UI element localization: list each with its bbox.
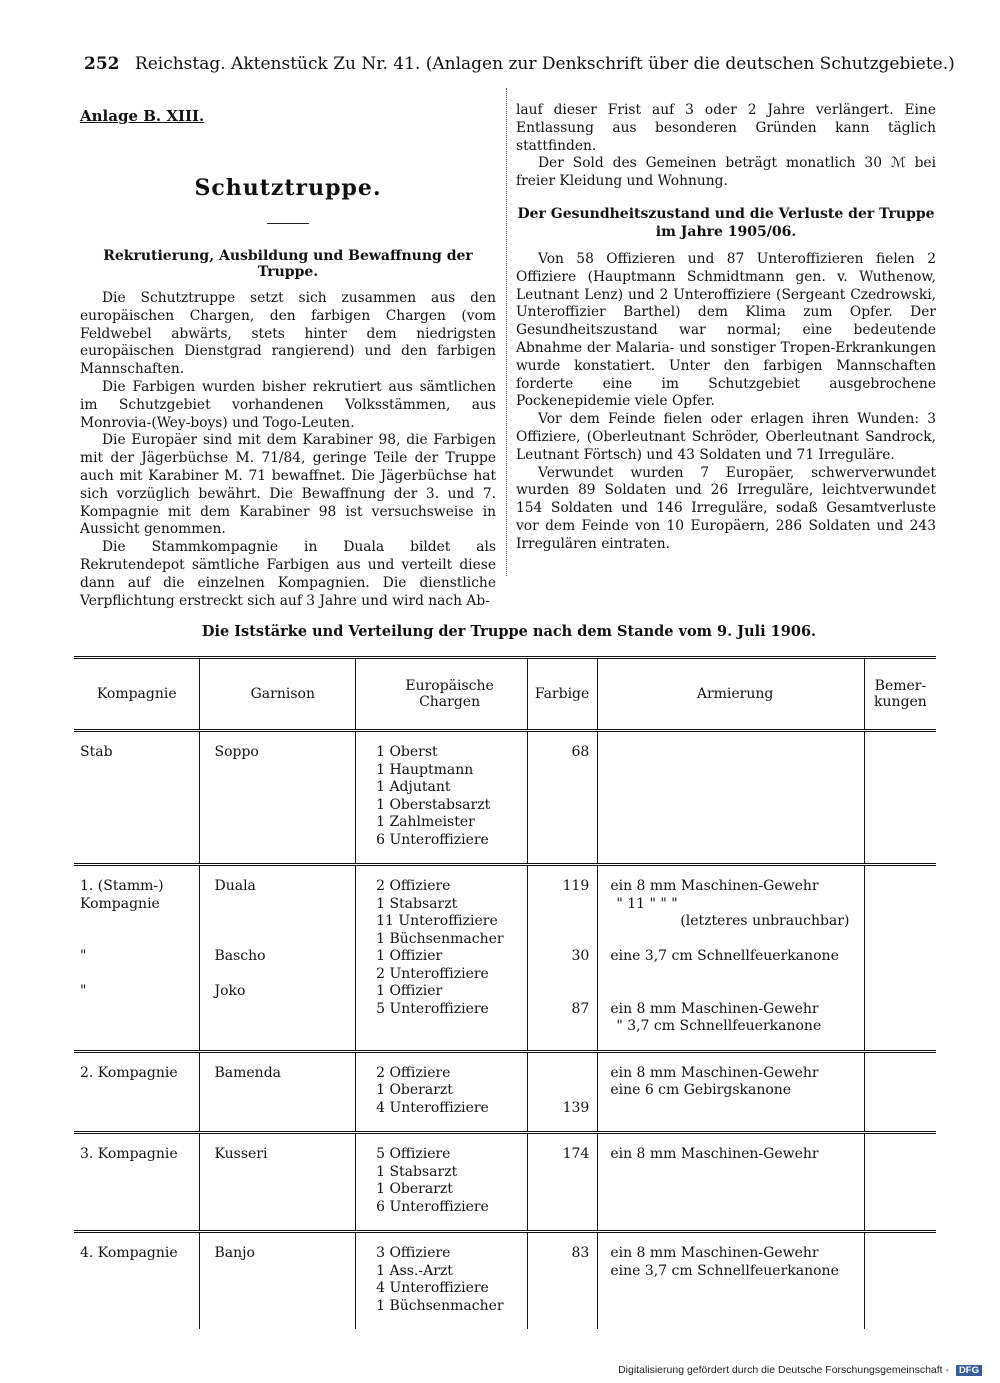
cell-line: " 11 " " " [616, 895, 678, 912]
cell-armierung [598, 865, 865, 1052]
cell-line: 30 [571, 948, 590, 964]
cell-line [534, 1065, 589, 1083]
cell-chargen [356, 731, 528, 865]
left-column [80, 103, 496, 610]
cell-line [80, 931, 193, 949]
cell-line [214, 931, 349, 949]
cell-line [534, 931, 589, 949]
cell-line: (letzteres unbrauchbar) [680, 913, 850, 929]
cell-bemerkungen [864, 1051, 936, 1133]
cell-line: ein 8 mm Maschinen-Gewehr [610, 1245, 819, 1261]
cell-line: Stab [80, 744, 113, 760]
cell-line [214, 913, 349, 931]
cell-line: 1 Oberst [376, 744, 438, 760]
cell-line: 4 Unteroffiziere [376, 1099, 489, 1116]
cell-line: eine 3,7 cm Schnellfeuerkanone [610, 1262, 839, 1279]
cell-line: 3 Offiziere [376, 1245, 451, 1261]
cell-line [534, 983, 589, 1001]
page-number: 252 [84, 54, 120, 74]
title-rule [267, 223, 309, 224]
header-armierung: Armierung [598, 658, 865, 731]
running-title: Reichstag. Aktenstück Zu Nr. 41. (Anlagen zur Denkschrift über die deutschen Schutzgebiete.) [134, 54, 955, 74]
cell-farbige [528, 731, 598, 865]
cell-line [534, 896, 589, 914]
cell-farbige [528, 1133, 598, 1232]
cell-line: Bamenda [214, 1064, 282, 1081]
cell-armierung [598, 731, 865, 865]
cell-line [610, 983, 858, 1001]
paragraph: Von 58 Offizieren und 87 Unteroffizieren fielen 2 Offiziere (Hauptmann Schmidtmann gen. v. Wuthenow, Leutnant Lenz) und 2 Unteroffiziere (Sergeant Czedrowski, Unteroffizier Barthel) dem Klima zum Opfer. Der Gesundheitszustand war normal; eine bedeutende Abnahme der Malaria- und sonstiger Tropen-Erkrankungen wurde konstatiert. Unter den farbigen Mannschaften forderte eine im Schutzgebiet ausgebrochene Pockenepidemie viele Opfer. [516, 250, 936, 410]
section-title: Schutztruppe. [194, 175, 382, 201]
cell-line: " [80, 983, 87, 999]
footer [618, 1364, 982, 1376]
cell-bemerkungen [864, 1133, 936, 1232]
paragraph: lauf dieser Frist auf 3 oder 2 Jahre verlängert. Eine Entlassung aus besonderen Gründen kann täglich stattfinden. [516, 102, 936, 154]
cell-line [214, 966, 349, 984]
cell-line [534, 966, 589, 984]
cell-line: 11 Unteroffiziere [376, 913, 498, 929]
cell-farbige [528, 1051, 598, 1133]
cell-bemerkungen [864, 731, 936, 865]
cell-line: 1 Büchsenmacher [376, 1297, 504, 1314]
cell-line: 87 [571, 1000, 590, 1017]
cell-line: 1 Adjutant [376, 779, 451, 795]
cell-line: 1 Oberstabsarzt [376, 796, 491, 813]
cell-line: 1 Stabsarzt [376, 895, 458, 912]
footer-text: Digitalisierung gefördert durch die Deutsche Forschungsgemeinschaft - [618, 1364, 950, 1376]
cell-armierung [598, 1232, 865, 1330]
header-garnison: Garnison [200, 658, 356, 731]
cell-garnison [200, 1232, 356, 1330]
table-row [74, 1051, 936, 1133]
running-header [84, 54, 955, 74]
cell-line: eine 3,7 cm Schnellfeuerkanone [610, 948, 839, 964]
cell-line: 1. (Stamm-) [80, 878, 164, 894]
table-header-row [74, 658, 936, 731]
cell-line: 2 Offiziere [376, 1064, 451, 1081]
troop-table [74, 656, 936, 1329]
paragraph: Die Stammkompagnie in Duala bildet als Rekrutendepot sämtliche Farbigen aus und verteilt diese dann auf die einzelnen Kompagnien. Die dienstliche Verpflichtung erstreckt sich auf 3 Jahre und wird nach Ab- [80, 539, 496, 609]
cell-line: ein 8 mm Maschinen-Gewehr [610, 1146, 819, 1162]
cell-line: 5 Offiziere [376, 1146, 451, 1162]
table-row [74, 865, 936, 1052]
cell-line: 6 Unteroffiziere [376, 831, 489, 848]
table-row [74, 731, 936, 865]
annex-label: Anlage B. XIII. [80, 107, 205, 125]
cell-line: 6 Unteroffiziere [376, 1198, 489, 1215]
header-kompagnie: Kompagnie [74, 658, 200, 731]
cell-kompagnie [74, 1232, 200, 1330]
table-row [74, 1232, 936, 1330]
cell-line: 83 [571, 1245, 590, 1261]
cell-line: " 3,7 cm Schnellfeuerkanone [616, 1018, 822, 1034]
cell-line [80, 1001, 193, 1019]
cell-garnison [200, 1133, 356, 1232]
cell-kompagnie [74, 1051, 200, 1133]
cell-line: 119 [562, 878, 590, 894]
table-row [74, 1133, 936, 1232]
cell-line: 1 Offizier [376, 983, 443, 999]
cell-chargen [356, 1133, 528, 1232]
cell-kompagnie [74, 865, 200, 1052]
paragraph: Die Europäer sind mit dem Karabiner 98, die Farbigen mit der Jägerbüchse M. 71/84, geringe Teile der Truppe auch mit Karabiner M. 71 bewaffnet. Die Jägerbüchse hat sich vorzüglich bewährt. Die Bewaffnung der 3. und 7. Kompagnie mit dem Karabiner 98 ist versuchsweise in Aussicht genommen. [80, 432, 496, 538]
cell-line: 174 [562, 1146, 590, 1162]
cell-line: Soppo [214, 744, 259, 760]
cell-line: 1 Oberarzt [376, 1082, 453, 1098]
cell-line: Bascho [214, 948, 266, 964]
left-subheading: Rekrutierung, Ausbildung und Bewaffnung der Truppe. [103, 248, 473, 280]
cell-line: Kompagnie [80, 895, 160, 912]
paragraph: Verwundet wurden 7 Europäer, schwerverwundet wurden 89 Soldaten und 26 Irreguläre, leichtverwundet 154 Soldaten und 146 Irreguläre, sodaß Gesamtverluste vor dem Feinde von 10 Europäern, 286 Soldaten und 243 Irregulären eintraten. [516, 464, 936, 552]
cell-line: 1 Oberarzt [376, 1181, 453, 1197]
cell-kompagnie [74, 1133, 200, 1232]
cell-line: 1 Ass.-Arzt [376, 1262, 453, 1279]
cell-line: Banjo [214, 1245, 255, 1261]
cell-garnison [200, 731, 356, 865]
cell-line: 1 Stabsarzt [376, 1163, 458, 1180]
cell-line: 4. Kompagnie [80, 1245, 178, 1261]
cell-armierung [598, 1133, 865, 1232]
right-subheading: Der Gesundheitszustand und die Verluste der Truppe im Jahre 1905/06. [517, 205, 935, 240]
cell-chargen [356, 1051, 528, 1133]
cell-line: ein 8 mm Maschinen-Gewehr [610, 1064, 819, 1081]
cell-line: 1 Büchsenmacher [376, 930, 504, 947]
table-title: Die Iststärke und Verteilung der Truppe nach dem Stande vom 9. Juli 1906. [201, 623, 817, 640]
cell-line: 139 [562, 1099, 590, 1116]
cell-farbige [528, 1232, 598, 1330]
header-chargen: Europäische Chargen [356, 658, 528, 731]
cell-line: 3. Kompagnie [80, 1146, 178, 1162]
cell-line [610, 931, 858, 949]
cell-garnison [200, 1051, 356, 1133]
cell-line: 2 Unteroffiziere [376, 965, 489, 982]
cell-line: ein 8 mm Maschinen-Gewehr [610, 1000, 819, 1017]
cell-line: ein 8 mm Maschinen-Gewehr [610, 878, 819, 894]
cell-line: " [80, 948, 87, 964]
paragraph: Die Schutztruppe setzt sich zusammen aus den europäischen Chargen, den farbigen Chargen (vom Feldwebel abwärts, stets hinter dem niedrigsten europäischen Dienstgrad rangierend) und den farbigen Mannschaften. [80, 290, 496, 378]
cell-line: 2 Offiziere [376, 878, 451, 894]
dfg-logo: DFG [956, 1365, 982, 1376]
column-divider [506, 88, 507, 576]
cell-armierung [598, 1051, 865, 1133]
paragraph: Die Farbigen wurden bisher rekrutiert aus sämtlichen im Schutzgebiet vorhandenen Volksstämmen, aus Monrovia-(Wey-boys) und Togo-Leuten. [80, 378, 496, 431]
right-column [516, 102, 936, 554]
cell-line [534, 1082, 589, 1100]
header-farbige: Farbige [528, 658, 598, 731]
paragraph: Vor dem Feinde fielen oder erlagen ihren Wunden: 3 Offiziere, (Oberleutnant Schröder, Oberleutnant Sandrock, Leutnant Förtsch) und 43 Soldaten und 71 Irreguläre. [516, 411, 936, 463]
cell-line [80, 913, 193, 931]
header-bemerkungen: Bemer-kungen [864, 658, 936, 731]
cell-line: 1 Offizier [376, 948, 443, 964]
cell-line: 4 Unteroffiziere [376, 1280, 489, 1296]
cell-line: Joko [214, 983, 246, 999]
cell-kompagnie [74, 731, 200, 865]
cell-line [534, 913, 589, 931]
cell-chargen [356, 865, 528, 1052]
cell-farbige [528, 865, 598, 1052]
cell-garnison [200, 865, 356, 1052]
cell-bemerkungen [864, 865, 936, 1052]
cell-line: 5 Unteroffiziere [376, 1000, 489, 1017]
cell-chargen [356, 1232, 528, 1330]
cell-line: Duala [214, 878, 256, 894]
cell-line [214, 896, 349, 914]
cell-line [610, 966, 858, 984]
paragraph: Der Sold des Gemeinen beträgt monatlich 30 ℳ bei freier Kleidung und Wohnung. [516, 155, 936, 190]
cell-line: 68 [571, 744, 590, 760]
cell-line: 1 Hauptmann [376, 761, 474, 778]
cell-line: 2. Kompagnie [80, 1064, 178, 1081]
cell-line [214, 1001, 349, 1019]
cell-line: eine 6 cm Gebirgskanone [610, 1082, 792, 1098]
cell-bemerkungen [864, 1232, 936, 1330]
cell-line: Kusseri [214, 1146, 268, 1162]
cell-line [80, 966, 193, 984]
cell-line: 1 Zahlmeister [376, 814, 475, 830]
